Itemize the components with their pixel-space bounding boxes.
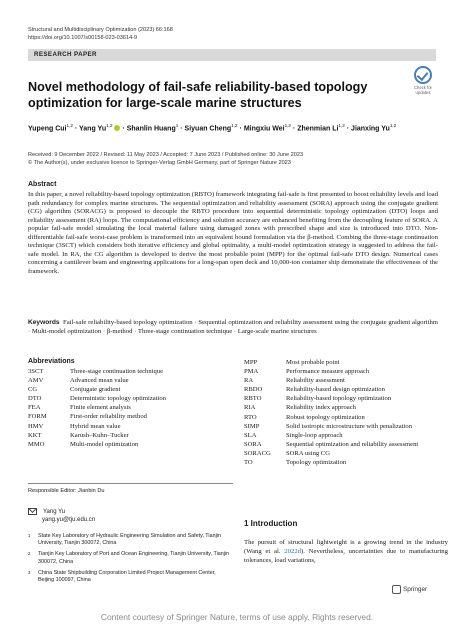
abbreviation-term: SIMP (244, 422, 260, 430)
author-name[interactable]: Yupeng Cui (28, 125, 67, 133)
abbreviation-term: RIA (244, 404, 256, 412)
abbreviation-term: DTO (28, 395, 42, 403)
abbreviation-row (28, 440, 228, 449)
abbreviations-list-left (28, 367, 228, 449)
abbreviation-term: PMA (244, 368, 259, 376)
abbreviation-row (28, 412, 228, 421)
abbreviation-definition: Reliability assessment (286, 377, 345, 385)
abstract-heading: Abstract (28, 181, 57, 188)
affiliation-text: State Key Laboratory of Hydraulic Engineering Simulation and Safety, Tianjin University, Tianjin 300072, China (38, 533, 221, 547)
section-heading-introduction: 1 Introduction (244, 519, 298, 528)
intro-text-start: The pursuit of structural lightweight is a growing trend in the industry (Wang et al. (244, 539, 448, 555)
author-separator: · (290, 125, 298, 133)
springer-horse-icon (392, 585, 401, 594)
abbreviation-definition: Three-stage continuation technique (70, 368, 164, 375)
abbreviation-row (244, 376, 444, 385)
publisher-name: Springer (403, 586, 428, 594)
author-affiliation-marker: 1,2 (338, 123, 345, 128)
author-name[interactable]: Siyuan Cheng (184, 125, 232, 133)
abbreviation-term: MPP (244, 359, 258, 366)
publication-dates (28, 151, 303, 167)
author-separator: · (344, 125, 352, 133)
affiliation-number: 3 (28, 569, 31, 575)
article-title: Novel methodology of fail-safe reliability-based topology optimization for large-scale marine structures (28, 80, 368, 110)
abbreviation-term: RTO (244, 413, 257, 421)
abbreviation-definition: Finite element analysis (70, 404, 131, 412)
author-name[interactable]: Mingxiu Wei (243, 125, 285, 133)
abbreviation-definition: First-order reliability method (70, 413, 147, 421)
abbreviations-list-right (244, 358, 444, 467)
article-type-label: RESEARCH PAPER (34, 51, 97, 58)
abbreviation-definition: Robust topology optimization (286, 413, 365, 421)
affiliation-number: 2 (28, 551, 31, 557)
abbreviation-row (28, 394, 228, 403)
abbreviation-row (244, 413, 444, 422)
author-name[interactable]: Shanlin Huang (126, 125, 176, 133)
affiliation-item (28, 570, 233, 585)
abbreviation-term: MMO (28, 440, 45, 448)
keywords-label: Keywords (28, 319, 60, 326)
abbreviation-row (28, 367, 228, 376)
abbreviation-row (28, 376, 228, 385)
citation-link[interactable]: 2022d (284, 548, 302, 555)
abbreviation-row (244, 431, 444, 440)
abbreviation-row (28, 431, 228, 440)
corresponding-name: Yang Yu (43, 509, 66, 516)
affiliation-item (28, 533, 233, 548)
abbreviation-row (244, 458, 444, 467)
abbreviation-term: RBDO (244, 386, 263, 394)
abbreviation-row (244, 403, 444, 412)
abbreviation-term: TO (244, 459, 253, 467)
abbreviation-row (244, 422, 444, 431)
abbreviation-row (244, 449, 444, 458)
abbreviation-definition: Hybrid mean value (70, 422, 121, 430)
affiliation-text: Tianjin Key Laboratory of Port and Ocean Engineering, Tianjin University, Tianjin 300072, China (38, 551, 230, 565)
envelope-icon (28, 508, 37, 515)
abbreviation-term: CG (28, 386, 38, 394)
author-name[interactable]: Jianxing Yu (351, 125, 390, 133)
author-affiliation-marker: 1,2 (231, 123, 238, 128)
abbreviation-row (244, 385, 444, 394)
author-affiliation-marker: 1,2 (284, 123, 291, 128)
author-name[interactable]: Yang Yu (79, 125, 107, 133)
abbreviation-definition: Conjugate gradient (70, 386, 121, 394)
affiliation-number: 1 (28, 533, 31, 538)
author-affiliation-marker: 1,2 (66, 123, 73, 128)
abbreviation-term: KKT (28, 431, 42, 439)
introduction-text (244, 538, 448, 565)
author-list (28, 123, 448, 132)
abbreviation-row (28, 385, 228, 394)
abbreviations-heading: Abbreviations (28, 358, 75, 365)
abbreviation-term: HMV (28, 422, 44, 430)
affiliations (28, 533, 233, 588)
publisher-logo (392, 585, 427, 594)
abbreviation-term: SLA (244, 431, 257, 439)
abbreviation-term: SORA (244, 440, 262, 448)
journal-header (28, 26, 173, 42)
author-separator: · (237, 125, 244, 133)
copyright-line: © The Author(s), under exclusive licence to Springer-Verlag GmbH Germany, part of Springer Nature 2023 (28, 160, 291, 166)
article-type-banner (28, 49, 436, 61)
abbreviation-definition: Sequential optimization and reliability assessment (286, 440, 419, 448)
affiliation-text: China State Shipbuilding Corporation Limited Project Management Center, Beijing 100097, China (38, 569, 216, 584)
keywords-text: Fail-safe reliability-based topology optimization · Sequential optimization and reliability assessment using the conjugate gradient algorithm · Multi-model optimization · β-method · Three-stage continuation technique · Large-scale marine structures (28, 319, 438, 335)
affiliation-item (28, 551, 233, 566)
abbreviation-definition: Solid isotropic microstructure with penalization (286, 422, 412, 430)
abbreviation-term: FEA (28, 404, 41, 412)
abbreviation-definition: Advanced mean value (70, 377, 129, 385)
abbreviation-row (244, 367, 444, 376)
abbreviation-term: RBTO (244, 395, 262, 403)
abbreviation-row (244, 358, 444, 367)
abbreviation-definition: Reliability-based topology optimization (286, 395, 392, 403)
abbreviation-definition: Performance measure approach (286, 368, 370, 376)
abbreviation-row (244, 440, 444, 449)
author-name[interactable]: Zhenmian Li (297, 125, 339, 133)
corresponding-email[interactable]: yang.yu@tju.edu.cn (42, 517, 96, 524)
abbreviation-term: 3SCT (28, 368, 44, 375)
abbreviation-definition: SORA using CG (286, 449, 330, 457)
author-affiliation-marker: 1,2 (389, 123, 397, 128)
keywords (28, 319, 438, 336)
journal-name: Structural and Multidisciplinary Optimization (2023) 66:168 (28, 27, 173, 33)
footnote-divider (28, 483, 233, 484)
abbreviation-definition: Most probable point (286, 359, 340, 366)
abbreviation-term: SORACG (244, 449, 271, 457)
abbreviation-term: AMV (28, 377, 44, 385)
author-separator: · (72, 125, 79, 133)
abbreviation-term: RA (244, 377, 254, 385)
abbreviation-definition: Reliability index approach (286, 404, 356, 412)
intro-text-end: ). Nevertheless, uncertainties due to manufacturing tolerances, load variations, (244, 548, 448, 564)
abbreviation-definition: Deterministic topology optimization (70, 395, 166, 403)
abbreviation-definition: Karush–Kuhn–Tucker (70, 431, 129, 439)
abbreviation-definition: Multi-model optimization (70, 440, 139, 448)
author-affiliation-marker: 1 (175, 123, 179, 128)
journal-doi[interactable]: https://doi.org/10.1007/s00158-023-03614-9 (28, 35, 138, 41)
footer-notice: Content courtesy of Springer Nature, terms of use apply. Rights reserved. (100, 612, 374, 622)
orcid-icon[interactable] (114, 125, 120, 131)
abbreviation-term: FORM (28, 413, 47, 421)
dates-line: Received: 9 December 2022 / Revised: 11 May 2023 / Accepted: 7 June 2023 / Published online: 30 June 2023 (28, 152, 304, 158)
abbreviation-row (28, 403, 228, 412)
corresponding-author (28, 508, 95, 524)
author-separator: · (178, 125, 185, 133)
abbreviation-definition: Reliability-based design optimization (286, 386, 385, 394)
abbreviation-row (244, 394, 444, 403)
author-separator: · (120, 125, 127, 133)
check-for-updates-label: Check for updates (414, 85, 432, 95)
check-for-updates-badge[interactable] (410, 66, 436, 95)
abbreviation-definition: Single-loop approach (286, 431, 343, 439)
responsible-editor: Responsible Editor: Jianbin Du (28, 488, 105, 494)
author-affiliation-marker: 1,2 (106, 123, 113, 128)
check-for-updates-icon (414, 66, 432, 84)
abbreviation-row (28, 422, 228, 431)
abbreviation-definition: Topology optimization (286, 459, 347, 467)
abstract-text: In this paper, a novel reliability-based topology optimization (RBTO) framework integrating fail-safe is first presented to boost reliability levels and load path redundancy for complex marine structures. The sequential optimization and reliability assessment (SORA) approach using the conjugate gradient (CG) algorithm (SORACG) is proposed to decouple the RBTO procedure into sequential deterministic topology optimization (DTO) loops and reliability assessment (RA) loops. The computational efficiency and solution accuracy are enhanced benefiting from the decoupling feature of SORA. A popular fail-safe model simulating the local material failure using damaged zones with prescribed shape and size is introduced into DTO. Non-differentiable fail-safe worst-case problem is transformed into an equivalent bound formulation via the β-method. Combing the three-stage continuation technique (3SCT) which considers both iterative efficiency and global optimality, a multi-model optimization strategy is suggested to address the fail-safe model. In RA, the CG algorithm is developed to derive the most probable point (MPP) for the optimal fail-safe DTO design. Numerical cases concerning a cantilever beam and engineering applications for a long-span open deck and 10,000-ton container ship demonstrate the effectiveness of the framework. (28, 191, 438, 275)
